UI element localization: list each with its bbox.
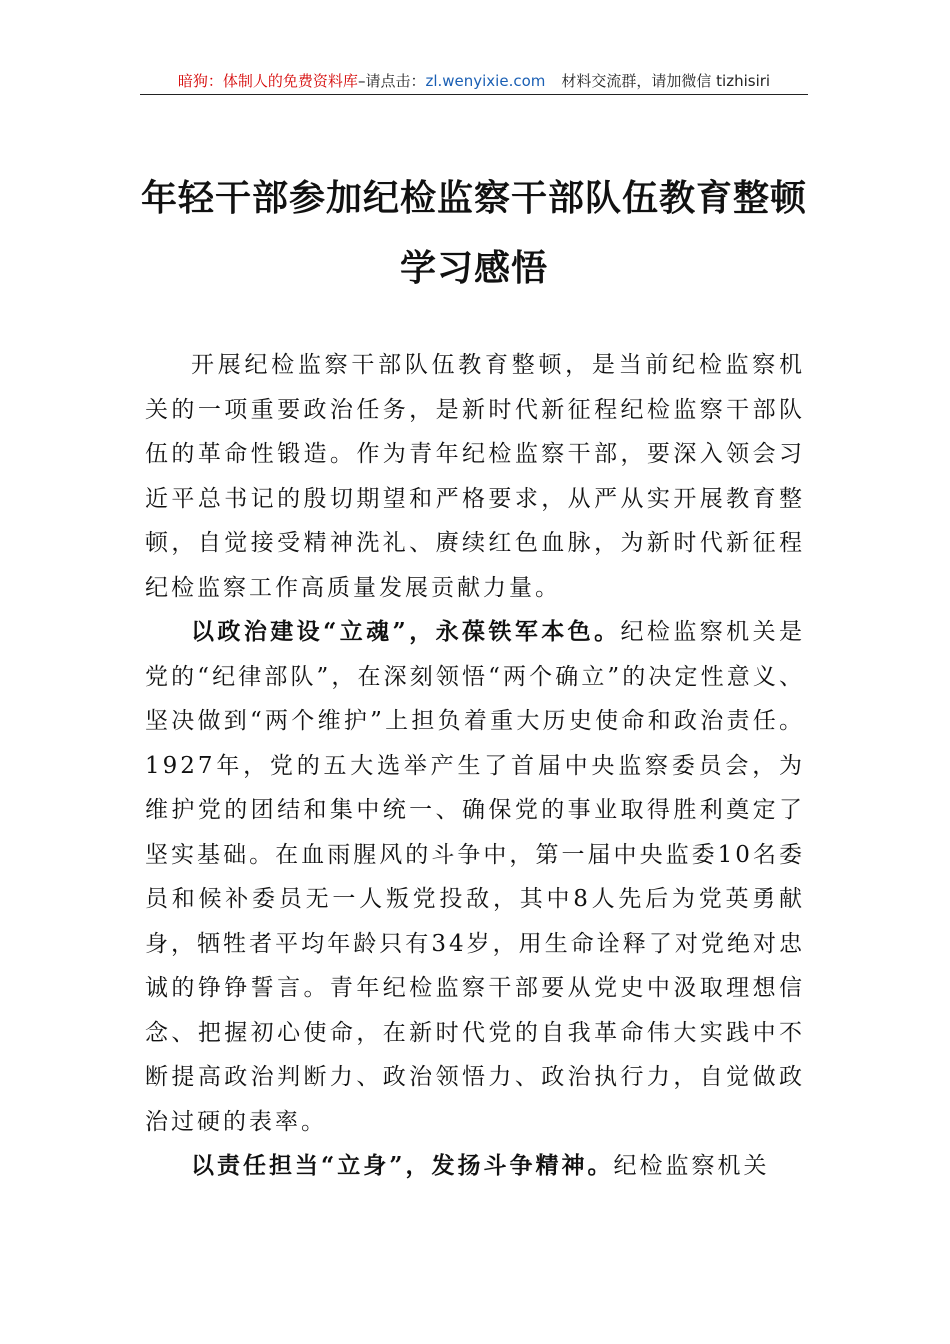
paragraph-text: 开展纪检监察干部队伍教育整顿，是当前纪检监察机关的一项重要政治任务，是新时代新征程纪检监察干部队伍的革命性锻造。作为青年纪检监察干部，要深入领会习近平总书记的殷切期望和严格要求，从严从实开展教育整顿，自觉接受精神洗礼、赓续红色血脉，为新时代新征程纪检监察工作高质量发展贡献力量。 bbox=[145, 352, 805, 601]
header-group-text: 材料交流群，请加微信 tizhisiri bbox=[561, 72, 771, 90]
header-url-link[interactable]: zl.wenyixie.com bbox=[425, 72, 546, 90]
paragraph-responsibility bbox=[145, 1144, 805, 1189]
paragraph-text: 纪检监察机关 bbox=[613, 1153, 770, 1179]
header-click-prefix: –请点击： bbox=[357, 72, 426, 90]
paragraph-heading: 以责任担当“立身”，发扬斗争精神。 bbox=[191, 1152, 614, 1179]
paragraph-political-building bbox=[145, 610, 805, 1144]
document-body bbox=[145, 343, 805, 1189]
document-title-line-2: 学习感悟 bbox=[399, 247, 548, 289]
paragraph-text: 纪检监察机关是党的“纪律部队”，在深刻领悟“两个确立”的决定性意义、坚决做到“两个维护”上担负着重大历史使命和政治责任。1927年，党的五大选举产生了首届中央监察委员会，为维护党的团结和集中统一、确保党的事业取得胜利奠定了坚实基础。在血雨腥风的斗争中，第一届中央监委10名委员和候补委员无一人叛党投敌，其中8人先后为党英勇献身，牺牲者平均年龄只有34岁，用生命诠释了对党绝对忠诚的铮铮誓言。青年纪检监察干部要从党史中汲取理想信念、把握初心使命，在新时代党的自我革命伟大实践中不断提高政治判断力、政治领悟力、政治执行力，自觉做政治过硬的表率。 bbox=[145, 619, 806, 1135]
page-header bbox=[140, 68, 808, 95]
paragraph-intro bbox=[145, 343, 805, 610]
paragraph-heading: 以政治建设“立魂”，永葆铁军本色。 bbox=[191, 618, 621, 645]
document-title-line-1: 年轻干部参加纪检监察干部队伍教育整顿 bbox=[140, 177, 807, 219]
header-site-name: 暗狗：体制人的免费资料库 bbox=[177, 72, 358, 90]
